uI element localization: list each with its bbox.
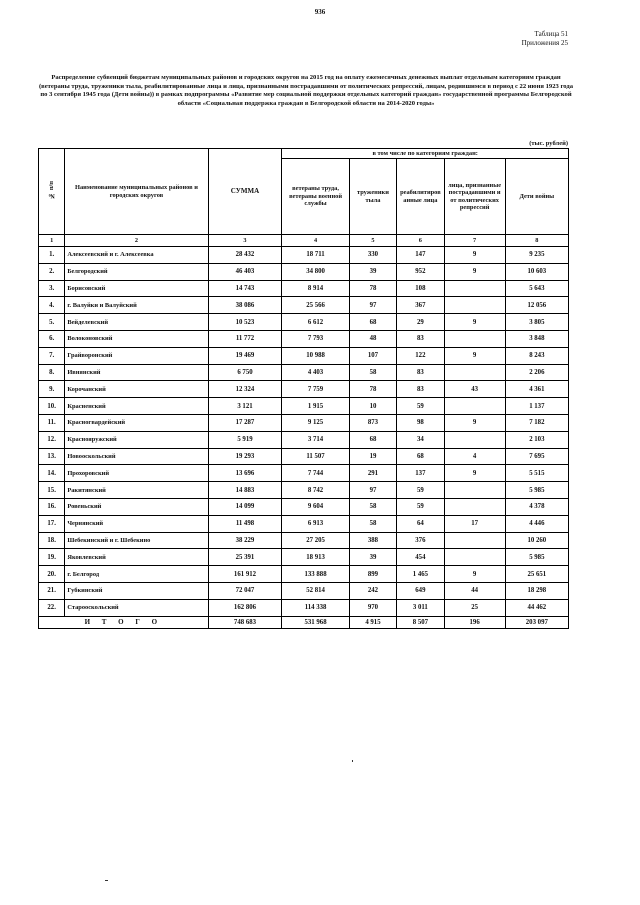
table-row: [39, 330, 569, 347]
district-name: Яковлевский: [65, 549, 208, 566]
table-row: [39, 247, 569, 264]
home-front-cell: 48: [349, 330, 396, 347]
home-front-cell: 58: [349, 498, 396, 515]
war-children-cell: 25 651: [505, 566, 568, 583]
rehabilitated-cell: 59: [397, 498, 444, 515]
header-category-group: в том числе по категориям граждан:: [282, 149, 569, 159]
war-children-cell: 1 137: [505, 398, 568, 415]
veterans-cell: 7 759: [282, 381, 349, 398]
column-number-cell: 2: [65, 235, 208, 247]
total-home-front: 4 915: [349, 616, 396, 628]
header-war-children: Дети войны: [505, 159, 568, 235]
district-name: г. Валуйки и Валуйский: [65, 297, 208, 314]
rehabilitated-cell: 147: [397, 247, 444, 264]
header-num: № п/п: [39, 149, 65, 235]
total-repressed: 196: [444, 616, 505, 628]
veterans-cell: 6 913: [282, 515, 349, 532]
home-front-cell: 39: [349, 549, 396, 566]
rehabilitated-cell: 64: [397, 515, 444, 532]
table-row: [39, 532, 569, 549]
district-name: Чернянский: [65, 515, 208, 532]
home-front-cell: 97: [349, 297, 396, 314]
sum-cell: 5 919: [208, 431, 282, 448]
row-number: 17.: [39, 515, 65, 532]
table-row: [39, 381, 569, 398]
district-name: Корочанский: [65, 381, 208, 398]
home-front-cell: 68: [349, 431, 396, 448]
row-number: 4.: [39, 297, 65, 314]
row-number: 13.: [39, 448, 65, 465]
column-number-cell: 5: [349, 235, 396, 247]
rehabilitated-cell: 376: [397, 532, 444, 549]
row-number: 15.: [39, 482, 65, 499]
district-name: Алексеевский и г. Алексеевка: [65, 247, 208, 264]
table-label: Таблица 51: [534, 30, 568, 38]
repressed-cell: [444, 364, 505, 381]
rehabilitated-cell: 34: [397, 431, 444, 448]
total-row: [39, 616, 569, 628]
row-number: 6.: [39, 330, 65, 347]
table-row: [39, 599, 569, 616]
war-children-cell: 4 446: [505, 515, 568, 532]
war-children-cell: 4 361: [505, 381, 568, 398]
table-row: [39, 398, 569, 415]
war-children-cell: 4 378: [505, 498, 568, 515]
district-name: Шебекинский и г. Шебекино: [65, 532, 208, 549]
appendix-reference: [522, 30, 568, 48]
total-rehabilitated: 8 507: [397, 616, 444, 628]
table-row: [39, 465, 569, 482]
district-name: Краснояружский: [65, 431, 208, 448]
war-children-cell: 5 985: [505, 549, 568, 566]
table-row: [39, 347, 569, 364]
veterans-cell: 9 604: [282, 498, 349, 515]
sum-cell: 28 432: [208, 247, 282, 264]
table-row: [39, 297, 569, 314]
home-front-cell: 78: [349, 280, 396, 297]
column-number-cell: 1: [39, 235, 65, 247]
veterans-cell: 8 914: [282, 280, 349, 297]
subvention-table: [38, 148, 569, 629]
home-front-cell: 10: [349, 398, 396, 415]
column-number-row: [39, 235, 569, 247]
column-number-cell: 4: [282, 235, 349, 247]
rehabilitated-cell: 59: [397, 482, 444, 499]
repressed-cell: [444, 549, 505, 566]
total-veterans: 531 968: [282, 616, 349, 628]
veterans-cell: 52 814: [282, 582, 349, 599]
repressed-cell: [444, 280, 505, 297]
sum-cell: 6 750: [208, 364, 282, 381]
sum-cell: 72 047: [208, 582, 282, 599]
sum-cell: 14 883: [208, 482, 282, 499]
sum-cell: 19 469: [208, 347, 282, 364]
column-number-cell: 7: [444, 235, 505, 247]
rehabilitated-cell: 108: [397, 280, 444, 297]
header-repressed: лица, признанные пострадавшими и от политических репрессий: [444, 159, 505, 235]
district-name: Волоконовский: [65, 330, 208, 347]
district-name: Грайворонский: [65, 347, 208, 364]
repressed-cell: 9: [444, 465, 505, 482]
header-name: Наименование муниципальных районов и городских округов: [65, 149, 208, 235]
war-children-cell: 2 206: [505, 364, 568, 381]
table-row: [39, 482, 569, 499]
sum-cell: 3 121: [208, 398, 282, 415]
veterans-cell: 11 507: [282, 448, 349, 465]
war-children-cell: 2 103: [505, 431, 568, 448]
war-children-cell: 8 243: [505, 347, 568, 364]
home-front-cell: 68: [349, 314, 396, 331]
war-children-cell: 3 805: [505, 314, 568, 331]
district-name: Вейделевский: [65, 314, 208, 331]
header-home-front: труженики тыла: [349, 159, 396, 235]
page-number: 936: [314, 8, 326, 16]
rehabilitated-cell: 59: [397, 398, 444, 415]
repressed-cell: 17: [444, 515, 505, 532]
row-number: 20.: [39, 566, 65, 583]
repressed-cell: [444, 398, 505, 415]
sum-cell: 46 403: [208, 263, 282, 280]
table-row: [39, 549, 569, 566]
table-row: [39, 263, 569, 280]
repressed-cell: [444, 431, 505, 448]
rehabilitated-cell: 29: [397, 314, 444, 331]
row-number: 14.: [39, 465, 65, 482]
rehabilitated-cell: 952: [397, 263, 444, 280]
appendix-label: Приложения 25: [521, 39, 568, 47]
district-name: г. Белгород: [65, 566, 208, 583]
home-front-cell: 388: [349, 532, 396, 549]
row-number: 9.: [39, 381, 65, 398]
row-number: 22.: [39, 599, 65, 616]
rehabilitated-cell: 83: [397, 364, 444, 381]
rehabilitated-cell: 83: [397, 330, 444, 347]
units-label: (тыс. рублей): [529, 140, 568, 147]
header-sum: СУММА: [208, 149, 282, 235]
repressed-cell: [444, 532, 505, 549]
row-number: 11.: [39, 414, 65, 431]
veterans-cell: 7 744: [282, 465, 349, 482]
district-name: Ракитянский: [65, 482, 208, 499]
sum-cell: 25 391: [208, 549, 282, 566]
district-name: Новооскольский: [65, 448, 208, 465]
rehabilitated-cell: 122: [397, 347, 444, 364]
repressed-cell: 9: [444, 247, 505, 264]
repressed-cell: [444, 498, 505, 515]
sum-cell: 10 523: [208, 314, 282, 331]
sum-cell: 14 099: [208, 498, 282, 515]
home-front-cell: 970: [349, 599, 396, 616]
table-body: [39, 247, 569, 617]
veterans-cell: 18 913: [282, 549, 349, 566]
row-number: 2.: [39, 263, 65, 280]
row-number: 16.: [39, 498, 65, 515]
repressed-cell: 9: [444, 566, 505, 583]
row-number: 3.: [39, 280, 65, 297]
district-name: Прохоровский: [65, 465, 208, 482]
home-front-cell: 39: [349, 263, 396, 280]
row-number: 7.: [39, 347, 65, 364]
repressed-cell: 25: [444, 599, 505, 616]
veterans-cell: 34 800: [282, 263, 349, 280]
rehabilitated-cell: 98: [397, 414, 444, 431]
header-veterans: ветераны труда, ветераны военной службы: [282, 159, 349, 235]
war-children-cell: 12 056: [505, 297, 568, 314]
home-front-cell: 107: [349, 347, 396, 364]
sum-cell: 13 696: [208, 465, 282, 482]
home-front-cell: 58: [349, 515, 396, 532]
repressed-cell: 9: [444, 263, 505, 280]
table-row: [39, 280, 569, 297]
rehabilitated-cell: 1 465: [397, 566, 444, 583]
sum-cell: 161 912: [208, 566, 282, 583]
row-number: 1.: [39, 247, 65, 264]
war-children-cell: 5 515: [505, 465, 568, 482]
home-front-cell: 19: [349, 448, 396, 465]
total-sum: 748 683: [208, 616, 282, 628]
column-number-cell: 3: [208, 235, 282, 247]
district-name: Белгородский: [65, 263, 208, 280]
war-children-cell: 10 603: [505, 263, 568, 280]
war-children-cell: 10 260: [505, 532, 568, 549]
sum-cell: 19 293: [208, 448, 282, 465]
district-name: Старооскольский: [65, 599, 208, 616]
sum-cell: 12 324: [208, 381, 282, 398]
war-children-cell: 3 848: [505, 330, 568, 347]
row-number: 5.: [39, 314, 65, 331]
veterans-cell: 10 988: [282, 347, 349, 364]
home-front-cell: 58: [349, 364, 396, 381]
district-name: Красненский: [65, 398, 208, 415]
table-row: [39, 314, 569, 331]
veterans-cell: 4 403: [282, 364, 349, 381]
repressed-cell: 9: [444, 347, 505, 364]
veterans-cell: 27 205: [282, 532, 349, 549]
sum-cell: 38 229: [208, 532, 282, 549]
repressed-cell: [444, 482, 505, 499]
table-row: [39, 582, 569, 599]
row-number: 19.: [39, 549, 65, 566]
total-war-children: 203 097: [505, 616, 568, 628]
repressed-cell: 4: [444, 448, 505, 465]
column-number-cell: 6: [397, 235, 444, 247]
sum-cell: 162 806: [208, 599, 282, 616]
column-number-cell: 8: [505, 235, 568, 247]
war-children-cell: 5 643: [505, 280, 568, 297]
row-number: 18.: [39, 532, 65, 549]
veterans-cell: 7 793: [282, 330, 349, 347]
repressed-cell: 43: [444, 381, 505, 398]
home-front-cell: 97: [349, 482, 396, 499]
sum-cell: 38 086: [208, 297, 282, 314]
war-children-cell: 18 298: [505, 582, 568, 599]
repressed-cell: 9: [444, 414, 505, 431]
war-children-cell: 7 695: [505, 448, 568, 465]
repressed-cell: [444, 330, 505, 347]
home-front-cell: 242: [349, 582, 396, 599]
sum-cell: 11 772: [208, 330, 282, 347]
veterans-cell: 9 125: [282, 414, 349, 431]
veterans-cell: 18 711: [282, 247, 349, 264]
home-front-cell: 78: [349, 381, 396, 398]
row-number: 12.: [39, 431, 65, 448]
war-children-cell: 44 462: [505, 599, 568, 616]
row-number: 21.: [39, 582, 65, 599]
sum-cell: 14 743: [208, 280, 282, 297]
home-front-cell: 330: [349, 247, 396, 264]
sum-cell: 17 287: [208, 414, 282, 431]
repressed-cell: 44: [444, 582, 505, 599]
table-row: [39, 566, 569, 583]
table-row: [39, 448, 569, 465]
rehabilitated-cell: 83: [397, 381, 444, 398]
header-rehabilitated: реабилитиров анные лица: [397, 159, 444, 235]
rehabilitated-cell: 3 011: [397, 599, 444, 616]
home-front-cell: 873: [349, 414, 396, 431]
rehabilitated-cell: 367: [397, 297, 444, 314]
scan-speck: [352, 760, 353, 762]
veterans-cell: 6 612: [282, 314, 349, 331]
district-name: Губкинский: [65, 582, 208, 599]
veterans-cell: 114 338: [282, 599, 349, 616]
sum-cell: 11 498: [208, 515, 282, 532]
district-name: Ивнянский: [65, 364, 208, 381]
home-front-cell: 899: [349, 566, 396, 583]
total-label: И Т О Г О: [39, 616, 209, 628]
rehabilitated-cell: 649: [397, 582, 444, 599]
rehabilitated-cell: 454: [397, 549, 444, 566]
veterans-cell: 3 714: [282, 431, 349, 448]
table-row: [39, 515, 569, 532]
row-number: 10.: [39, 398, 65, 415]
war-children-cell: 5 985: [505, 482, 568, 499]
scan-speck: [105, 880, 108, 881]
district-name: Борисовский: [65, 280, 208, 297]
repressed-cell: [444, 297, 505, 314]
table-row: [39, 498, 569, 515]
war-children-cell: 7 182: [505, 414, 568, 431]
veterans-cell: 8 742: [282, 482, 349, 499]
table-row: [39, 431, 569, 448]
home-front-cell: 291: [349, 465, 396, 482]
war-children-cell: 9 235: [505, 247, 568, 264]
repressed-cell: 9: [444, 314, 505, 331]
district-name: Ровеньский: [65, 498, 208, 515]
row-number: 8.: [39, 364, 65, 381]
veterans-cell: 133 888: [282, 566, 349, 583]
veterans-cell: 25 566: [282, 297, 349, 314]
table-row: [39, 364, 569, 381]
rehabilitated-cell: 137: [397, 465, 444, 482]
table-row: [39, 414, 569, 431]
veterans-cell: 1 915: [282, 398, 349, 415]
rehabilitated-cell: 68: [397, 448, 444, 465]
document-title: Распределение субвенций бюджетам муниципальных районов и городских округов на 2015 год на оплату ежемесячных денежных выплат отдельным категориям граждан (ветераны труда, труженики тыла, реабилитированные лица и лица, признанными пострадавшими от политических репрессий, лицам, родившимся в период с 22 июня 1923 года по 3 сентября 1945 года (Дети войны)) в рамках подпрограммы «Развитие мер социальной поддержки отдельных категорий граждан» государственной программы Белгородской области «Социальная поддержка граждан в Белгородской области на 2014-2020 годы»: [38, 74, 574, 107]
district-name: Красногвардейский: [65, 414, 208, 431]
